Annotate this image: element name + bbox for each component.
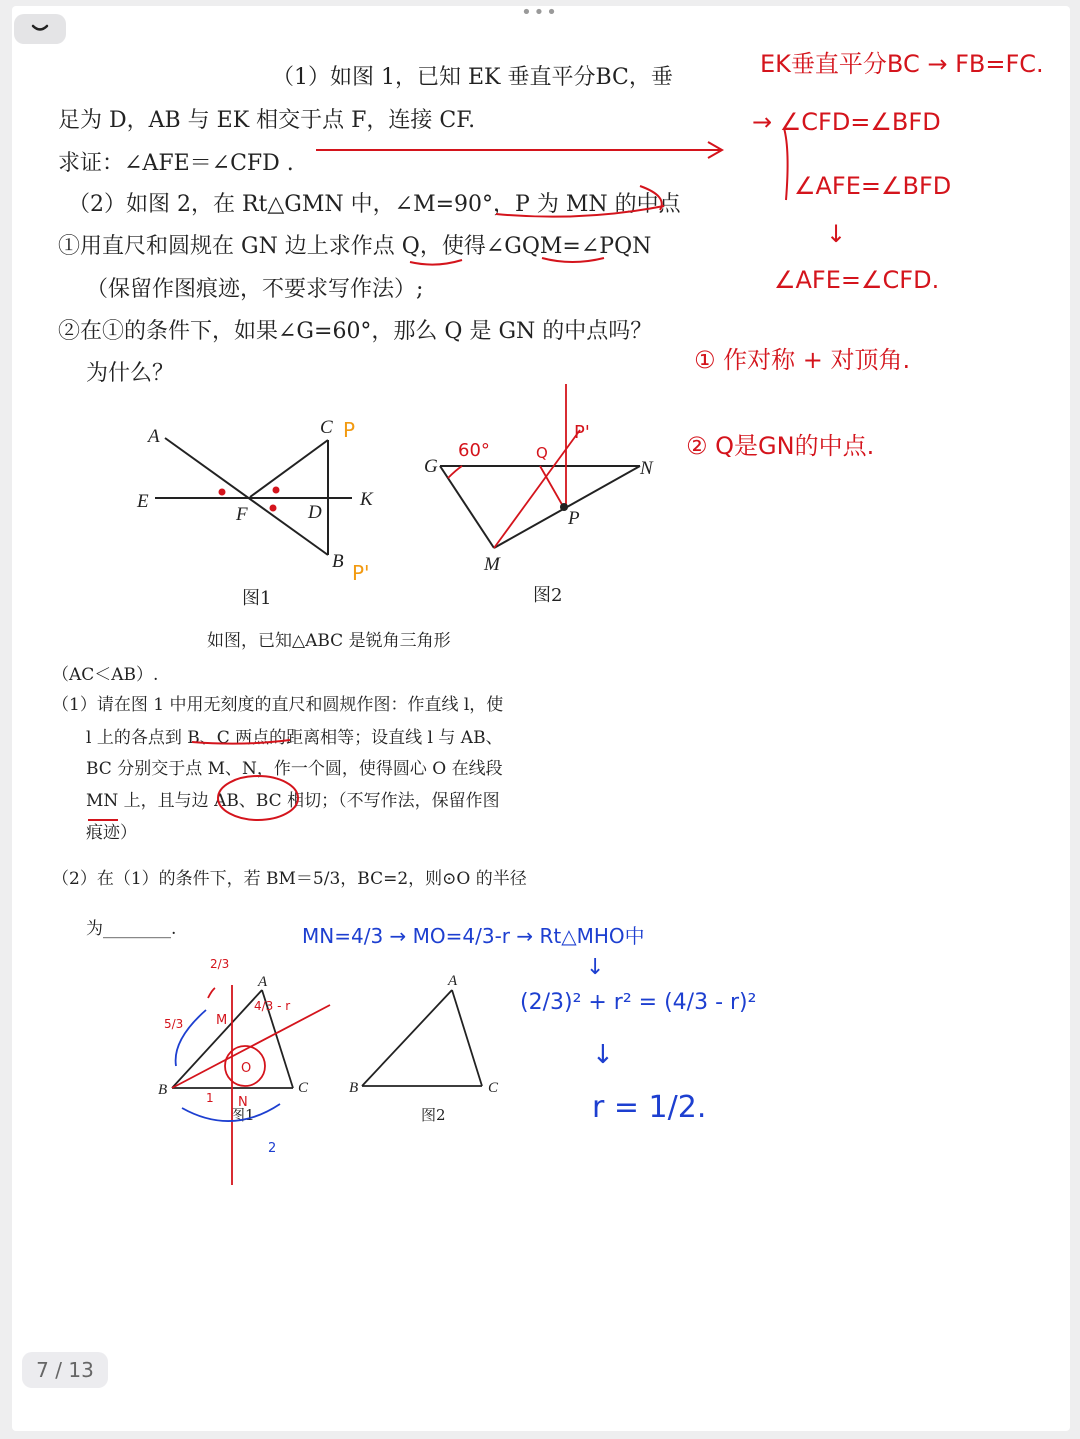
red-note-3: ∠AFE=∠BFD [794,172,952,200]
p2f1-label-B: B [158,1082,168,1098]
p2-q1-line1: （1）请在图 1 中用无刻度的直尺和圆规作图：作直线 l，使 [52,695,504,715]
p1f2-mark-60: 60° [458,440,490,461]
p2-fig1-caption: 图1 [230,1106,255,1124]
p2-intro: 如图，已知△ABC 是锐角三角形 [207,631,451,651]
p1f2-label-P: P [568,508,580,529]
p2f1-label-C: C [298,1080,309,1096]
p2-q1-line5: 痕迹） [86,823,137,843]
p2f1-label-A: A [258,974,268,990]
red-note-5: ∠AFE=∠CFD. [774,266,940,294]
p1-q2-sub1a: ①用直尺和圆规在 GN 边上求作点 Q，使得∠GQM=∠PQN [58,234,652,259]
p1-fig1-caption: 图1 [242,588,272,609]
p1-q1-line2: 足为 D，AB 与 EK 相交于点 F，连接 CF. [58,108,476,133]
page-indicator: 7 / 13 [22,1352,108,1388]
p2-condition: （AC＜AB）. [52,665,159,685]
p1f1-mark-P-prime: P' [352,561,370,585]
red-note-1: EK垂直平分BC → FB=FC. [760,50,1044,78]
p2f1-mark-two-thirds: 2/3 [210,957,230,971]
red-note-2: → ∠CFD=∠BFD [752,108,941,136]
p2f1-mark-O: O [241,1061,252,1076]
p1f1-label-F: F [236,504,248,525]
p1f1-label-A: A [148,426,160,447]
p1f1-mark-P: P [343,418,356,442]
red-note-6: ① 作对称 + 对顶角. [694,346,911,374]
p1f2-label-G: G [424,456,438,477]
p1f2-mark-P-prime: P' [574,422,590,443]
p2f2-label-A: A [448,973,458,989]
p2-q1-line3: BC 分别交于点 M、N，作一个圆，使得圆心 O 在线段 [86,759,503,779]
p2f1-mark-frac-r: 4/3 - r [254,999,291,1013]
p1-q2-sub2a: ②在①的条件下，如果∠G=60°，那么 Q 是 GN 的中点吗？ [58,319,653,344]
red-note-arrow: ↓ [826,220,847,248]
p2-fig2-caption: 图2 [421,1106,446,1124]
p1f1-label-D: D [308,502,322,523]
p1f1-label-K: K [360,489,373,510]
p2-q2-line1: （2）在（1）的条件下，若 BM＝5/3，BC=2，则⊙O 的半径 [52,869,527,889]
red-note-7: ② Q是GN的中点. [686,432,875,460]
p1f2-label-M: M [484,554,500,575]
red-ink-decorations [88,128,788,820]
blue-note-arrow-2: ↓ [592,1040,614,1070]
p1-q1-line3: 求证：∠AFE＝∠CFD . [58,151,294,176]
p1-fig2-caption: 图2 [533,585,563,606]
p1f1-label-E: E [137,491,149,512]
p2f1-mark-2: 2 [268,1141,277,1156]
p2-q2-line2: 为________. [86,919,177,939]
p1-q2-sub1b: （保留作图痕迹，不要求写作法）; [86,277,424,302]
p2f1-mark-N: N [238,1095,248,1110]
p2f1-mark-1: 1 [206,1091,214,1105]
p2-figure2 [362,990,482,1086]
p1-q2-line1: （2）如图 2，在 Rt△GMN 中，∠M=90°，P 为 MN 的中点 [68,192,681,217]
p2f2-label-B: B [349,1080,359,1096]
p1f1-label-C: C [320,417,333,438]
more-options-dots[interactable]: ••• [521,2,559,23]
p2f1-mark-M: M [216,1013,228,1028]
p2-q1-line2: l 上的各点到 B、C 两点的距离相等；设直线 l 与 AB、 [86,728,503,748]
p2f1-mark-five-thirds: 5/3 [164,1017,184,1031]
blue-note-1: MN=4/3 → MO=4/3-r → Rt△MHO中 [302,924,645,948]
blue-note-equation: (2/3)² + r² = (4/3 - r)² [520,990,757,1015]
p1-q2-sub2b: 为什么？ [86,361,175,386]
p1f2-mark-Q: Q [536,444,548,462]
p1-figure2 [440,466,640,548]
p1-q1-line1: （1）如图 1，已知 EK 垂直平分BC，垂 [272,65,673,90]
p2-q1-line4: MN 上，且与边 AB、BC 相切；（不写作法，保留作图 [86,791,500,811]
blue-note-arrow-1: ↓ [586,955,605,980]
p1-figure1 [155,438,352,555]
p2f2-label-C: C [488,1080,499,1096]
blue-note-result: r = 1/2. [592,1090,707,1125]
p1f2-label-N: N [640,458,653,479]
p1f1-label-B: B [332,551,344,572]
